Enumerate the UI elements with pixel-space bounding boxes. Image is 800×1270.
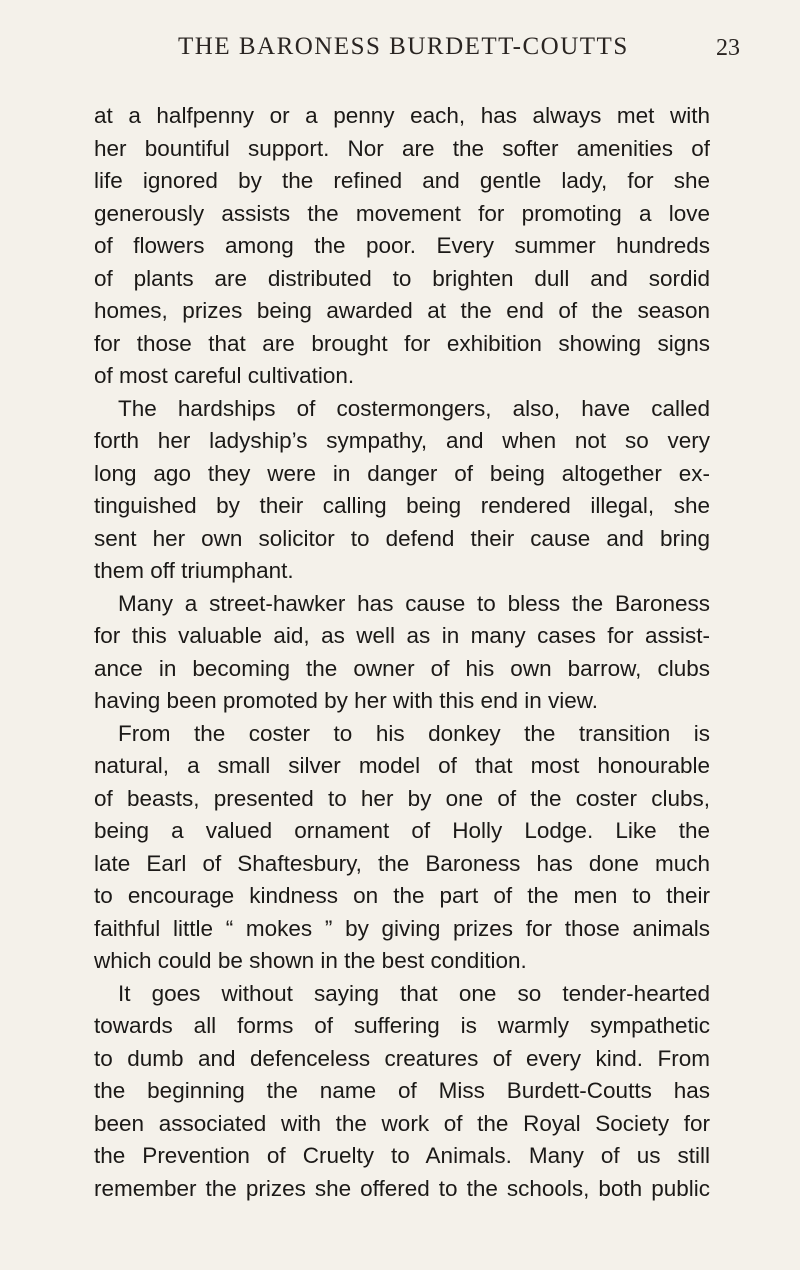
text-line: being a valued ornament of Holly Lodge. Like the [94,818,710,843]
text-line: at a halfpenny or a penny each, has always met with [94,103,710,128]
text-line: faithful little “ mokes ” by giving prizes for those animals [94,915,710,941]
text-line: It goes without saying that one so tender-hearted [118,980,710,1006]
text-line: of most careful cultivation. [94,363,355,388]
text-line: been associated with the work of the Royal Society for [94,1110,710,1136]
text-line: the Prevention of Cruelty to Animals. Many of us still [94,1143,710,1168]
text-line: life ignored by the refined and gentle lady, for she [94,168,710,193]
text-line: of plants are distributed to brighten dull and sordid [94,265,710,291]
text-line: From the coster to his donkey the transition is [118,720,710,746]
text-line: to dumb and defenceless creatures of every kind. From [94,1045,710,1071]
text-line: towards all forms of suffering is warmly sympathetic [94,1013,710,1038]
text-line: natural, a small silver model of that most honourable [94,753,710,778]
text-line: long ago they were in danger of being altogether ex- [94,460,710,486]
text-line: The hardships of costermongers, also, have called [118,395,710,421]
text-line: which could be shown in the best condition. [94,948,527,973]
text-line: of flowers among the poor. Every summer hundreds [94,233,710,258]
running-header [0,33,800,73]
running-title: THE BARONESS BURDETT-COUTTS [178,33,629,60]
text-line: the beginning the name of Miss Burdett-Coutts has [94,1078,710,1103]
text-line: her bountiful support. Nor are the softer amenities of [94,135,710,161]
text-line: late Earl of Shaftesbury, the Baroness has done much [94,850,710,876]
text-line: remember the prizes she offered to the schools, both public [94,1175,710,1201]
text-line: having been promoted by her with this end in view. [94,688,599,713]
text-line: sent her own solicitor to defend their cause and bring [94,525,710,551]
text-line: Many a street-hawker has cause to bless the Baroness [118,590,710,616]
text-line: ance in becoming the owner of his own barrow, clubs [94,655,710,681]
text-line: forth her ladyship’s sympathy, and when not so very [94,428,710,453]
text-line: homes, prizes being awarded at the end of the season [94,298,710,323]
body-text [94,100,710,1205]
text-line: tinguished by their calling being rendered illegal, she [94,493,710,518]
text-line: generously assists the movement for promoting a love [94,200,710,226]
text-line: for those that are brought for exhibition showing signs [94,330,710,356]
text-line: for this valuable aid, as well as in many cases for assist- [94,623,710,648]
text-line: of beasts, presented to her by one of the coster clubs, [94,785,710,811]
page-number: 23 [716,35,740,61]
text-line: them off triumphant. [94,558,294,583]
text-line: to encourage kindness on the part of the men to their [94,883,710,908]
